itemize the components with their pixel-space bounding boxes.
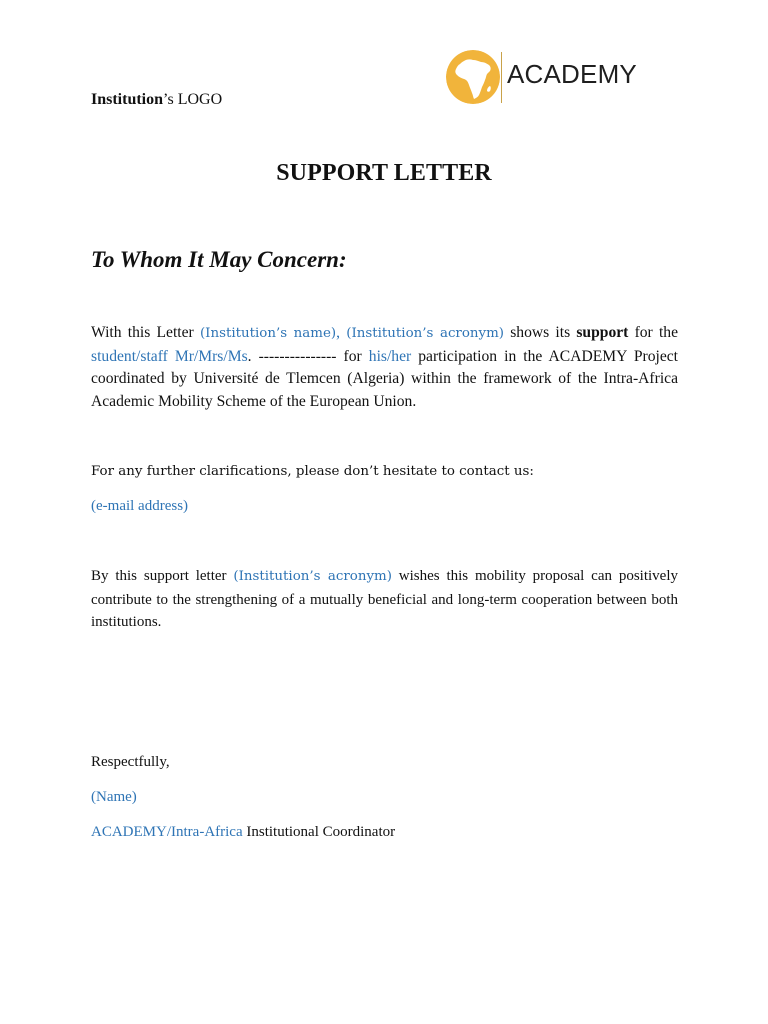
institution-logo-placeholder xyxy=(91,90,222,110)
coordinator-prefix: ACADEMY/Intra-Africa xyxy=(91,824,243,840)
page-title: SUPPORT LETTER xyxy=(276,160,492,186)
closing-respectfully: Respectfully, xyxy=(91,754,170,770)
letter-greeting: To Whom It May Concern: xyxy=(91,247,347,272)
signature-name-placeholder: (Name) xyxy=(91,789,137,805)
paragraph1-comma: , xyxy=(336,324,347,341)
paragraph3-institution-acronym: (Institution’s acronym) xyxy=(233,569,392,584)
student-staff-placeholder: student/staff Mr/Mrs/Ms xyxy=(91,347,248,365)
paragraph1-part3: for the xyxy=(628,324,679,341)
academy-logo xyxy=(446,49,656,107)
support-emphasis: support xyxy=(576,324,629,341)
paragraph3-part1: By this support letter xyxy=(91,568,234,584)
his-her-placeholder: his/her xyxy=(368,347,412,365)
logo-brand-text: ACADEMY xyxy=(507,59,637,89)
support-paragraph xyxy=(91,322,678,413)
institution-acronym-placeholder: (Institution’s acronym) xyxy=(346,326,505,341)
africa-map-icon xyxy=(446,50,500,104)
contact-paragraph: For any further clarifications, please don’t hesitate to contact us: xyxy=(91,464,534,479)
logo-divider xyxy=(501,52,502,103)
institution-logo-prefix: Institution xyxy=(91,91,164,108)
paragraph1-part1: With this Letter xyxy=(91,324,200,341)
email-placeholder: (e-mail address) xyxy=(91,498,189,514)
coordinator-title xyxy=(91,821,678,844)
paragraph1-part2: shows its xyxy=(504,324,577,341)
paragraph1-part5: participation in the ACADEMY Project coordinated by Université de Tlemcen (Algeria) within the framework of the Intra-Africa Academic Mobility Scheme of the European Union. xyxy=(91,347,679,410)
cooperation-paragraph xyxy=(91,565,678,634)
paragraph1-part4: . --------------- for xyxy=(247,347,369,365)
institution-logo-suffix: ’s LOGO xyxy=(163,91,223,108)
institution-name-placeholder: (Institution’s name) xyxy=(199,326,337,341)
paragraph3-part2: wishes this mobility proposal can positively contribute to the strengthening of a mutually beneficial and long-term cooperation between both institutions. xyxy=(91,568,678,630)
coordinator-suffix: Institutional Coordinator xyxy=(242,824,396,840)
